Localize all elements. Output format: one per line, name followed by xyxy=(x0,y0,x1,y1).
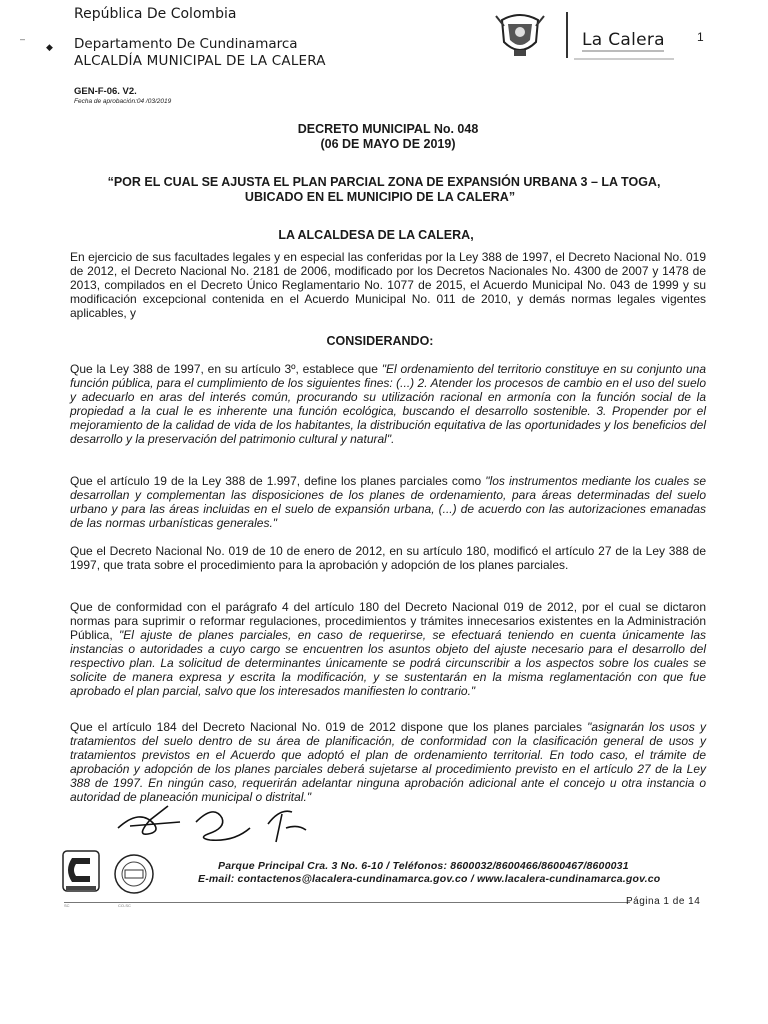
footer-divider xyxy=(64,902,630,903)
footer-address: Parque Principal Cra. 3 No. 6-10 / Teléfonos: 8600032/8600466/8600467/8600031 xyxy=(218,860,629,872)
paragraph-quote: "El ajuste de planes parciales, en caso de requerirse, se efectuará teniendo en cuenta únicamente las instancias o autoridades a cuyo cargo se encuentren los asuntos objeto del ajuste necesario para el desarrollo del respectivo plan. La solicitud de determinantes únicamente se podrá circunscribir a los aspectos sobre los cuales se solicite de manera expresa y escrita la modificación, y se sustentarán en la misma reglamentación con que fue aprobado el plan parcial, salvo que los interesados manifiesten lo contrario." xyxy=(70,628,706,698)
paragraph-text: Que la Ley 388 de 1997, en su artículo 3º, establece que xyxy=(70,362,382,376)
footer-email: E-mail: contactenos@lacalera-cundinamarca.gov.co / www.lacalera-cundinamarca.gov.co xyxy=(198,873,661,885)
document-code: GEN-F-06. V2. xyxy=(74,86,137,97)
country-name: República De Colombia xyxy=(74,6,237,22)
handwritten-signature xyxy=(110,798,330,846)
margin-mark: – xyxy=(20,34,26,44)
issuer-heading: LA ALCALDESA DE LA CALERA, xyxy=(278,228,474,242)
considering-paragraph-1 xyxy=(70,362,706,446)
margin-bullet: ◆ xyxy=(46,42,53,52)
brand-tagline xyxy=(574,58,674,60)
cert2-caption: CO-SC xyxy=(118,903,131,908)
decree-number: DECRETO MUNICIPAL No. 048 xyxy=(297,122,479,136)
logo-divider xyxy=(566,12,568,58)
considering-paragraph-5 xyxy=(70,720,706,804)
brand-name: La Calera xyxy=(582,30,665,50)
paragraph-quote: "asignarán los usos y tratamientos del suelo dentro de su área de planificación, de conformidad con la clasificación general de usos y tratamientos previstos en el Acuerdo que adoptó el plan de ordenamiento territorial. En todo caso, el trámite de aprobación y adopción de los planes parciales deberá sujetarse al procedimiento previsto en el artículo 27 de la Ley 388 de 1997. En ningún caso, requerirán adelantar ninguna aprobación adicional ante el concejo u otra instancia o autoridad de planeación municipal o distrital." xyxy=(70,720,706,804)
letterhead xyxy=(74,6,326,69)
municipal-logo xyxy=(492,10,692,70)
paragraph-quote: "El ordenamiento del territorio constituye en su conjunto una función pública, para el cumplimiento de los siguientes fines: (...) 2. Atender los procesos de cambio en el uso del suelo y adecuarlo en aras del interés común, procurando su utilización racional en armonía con la función social de la propiedad a la cual le es inherente una función ecológica, buscando el desarrollo sostenible. 3. Propender por el mejoramiento de la calidad de vida de los habitantes, la distribución equitativa de las oportunidades y los beneficios del desarrollo y la preservación del patrimonio cultural y natural". xyxy=(70,362,706,446)
paragraph-text: Que el artículo 19 de la Ley 388 de 1.997, define los planes parciales como xyxy=(70,474,486,488)
municipality-name: ALCALDÍA MUNICIPAL DE LA CALERA xyxy=(74,53,326,69)
coat-of-arms-icon xyxy=(492,10,548,60)
paragraph-quote: "los instrumentos mediante los cuales se desarrollan y complementan las disposiciones de los planes de ordenamiento, para áreas determinadas del suelo urbano y para las áreas incluidas en el suelo de expansión urbana, (...) de acuerdo con las autorizaciones emanadas de las normas urbanísticas generales." xyxy=(70,474,707,530)
footer-page-number: Página 1 de 14 xyxy=(626,896,701,907)
approval-date: Fecha de aprobación:04 /03/2019 xyxy=(74,98,172,105)
considering-paragraph-3: Que el Decreto Nacional No. 019 de 10 de enero de 2012, en su artículo 180, modificó el artículo 27 de la Ley 388 de 1997, que trata sobre el procedimiento para la aprobación y adopción de los planes parciales. xyxy=(70,544,706,572)
cert1-caption: SC xyxy=(64,903,70,908)
considering-heading: CONSIDERANDO: xyxy=(326,334,434,348)
paragraph-text: Que el artículo 184 del Decreto Nacional No. 019 de 2012 dispone que los planes parciales xyxy=(70,720,588,734)
decree-subject-line1: “POR EL CUAL SE AJUSTA EL PLAN PARCIAL ZONA DE EXPANSIÓN URBANA 3 – LA TOGA, xyxy=(107,175,661,189)
considering-paragraph-2 xyxy=(70,474,706,530)
decree-date: (06 DE MAYO DE 2019) xyxy=(320,137,456,151)
document-code-block xyxy=(74,86,171,105)
brand-underline xyxy=(582,50,664,52)
considering-paragraph-4 xyxy=(70,600,706,698)
preamble-paragraph: En ejercicio de sus facultades legales y en especial las conferidas por la Ley 388 de 1997, el Decreto Nacional No. 019 de 2012, el Decreto Nacional No. 2181 de 2006, modificado por los Decretos Nacionales No. 4300 de 2007 y 1478 de 2013, compilados en el Decreto Único Reglamentario No. 1077 de 2015, el Acuerdo Municipal No. 043 de 1999 y su modificación excepcional contenida en el Acuerdo Municipal No. 011 de 2010, y demás normas legales vigentes aplicables, y xyxy=(70,250,706,320)
iqnet-certification-seal-icon xyxy=(112,852,156,900)
decree-subject-line2: UBICADO EN EL MUNICIPIO DE LA CALERA” xyxy=(244,190,516,204)
department-name: Departamento De Cundinamarca xyxy=(74,36,298,52)
paragraph-text: Que de conformidad con el parágrafo 4 del artículo 180 del Decreto Nacional 019 de 2012, por el cual se dictaron normas para suprimir o reformar regulaciones, procedimientos y trámites innecesarios existentes en la Administración Pública, xyxy=(70,600,706,642)
quality-certification-seal-icon xyxy=(62,850,100,900)
header-page-number: 1 xyxy=(697,30,704,44)
